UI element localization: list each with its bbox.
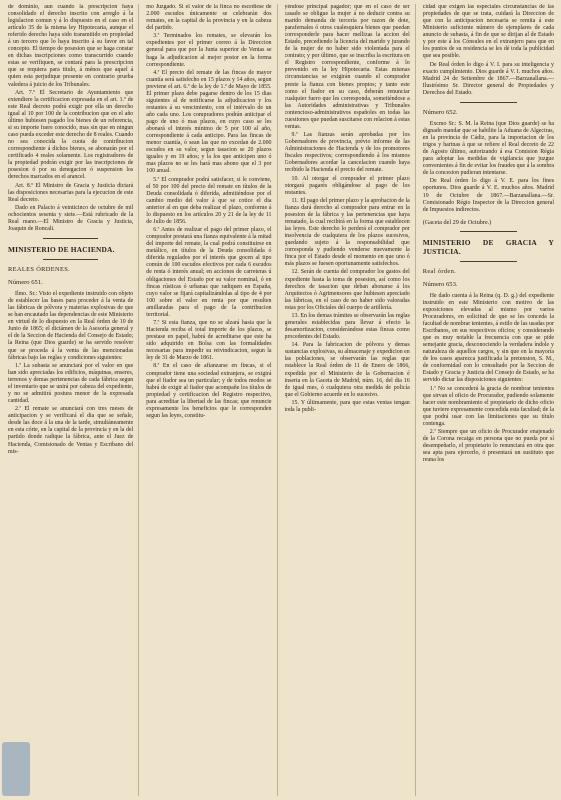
paragraph: Art. 7.º El Secretario de Ayuntamiento que extendiere la certificacion expresada en el art. 1.º de este Real decreto podrá exigir por ella un derecho igual al 10 por 100 de la contribucion que en el año último hubiesen pagado los bienes de un referencia, si su importe fuere conocido, mas sin que en ningun caso pueda exceder este derecho de 8 reales. Cuando no sea conocida la cuota de contribucion correspondiente á dichos bienes, se abonarán por el certificado 4 reales solamente. Los registradores de la propiedad podrán exigir por las inscripciones de posesion ó por su denegacion ó suspension los derechos marcados en el arancel. bbox=[8, 89, 134, 181]
order-number: Número 653. bbox=[422, 280, 458, 288]
paragraph: 4.ª El precio del remate de las fincas de mayor cuantía será satisfecho en 15 plazos y 14 años, segun previene el art. 6.º de la ley de 1.º de Mayo de 1855. El primer plazo debe pagarse dentro de los 15 dias siguientes al de notificarse la adjudicacion y los restantes á su vencimiento, con el intérvalo de un año cada uno. Los compradores podrán anticipar el pago de uno ó mas plazos, en cuyo caso se les abonará el interés mínimo de 5 por 100 al año, correspondiente á cada anticipo. Para las fincas de menor cuantía, ó sean las que no excedan de 2.000 escudos en su valor, segun tasacion se 20 plazos iguales y en 19 años; y la los que anticipen uno ó mas plazos no se les hará mas abono que el 3 por 100 anual. bbox=[146, 69, 272, 175]
divider-rule bbox=[460, 102, 518, 103]
divider-rule bbox=[460, 261, 518, 262]
paragraph: 8.ª En el caso de afianzarse en fincas, si el comprador tiene una sociedad extranjera, se exigirá que el fiador sea un particular; y de todos modos se habrá de exigir al fiador que acompañe los títulos de propiedad y certificacion del Registro respectivo, para acreditar la libertad de las fincas; que renuncie expresamente los beneficios que le corresponden segun las leyes, constitu- bbox=[146, 363, 272, 419]
paragraph: Art. 8.º El Ministro de Gracia y Justicia dictará las disposiciones necesarias para la ejecucion de este Real decreto. bbox=[8, 182, 134, 203]
paragraph: 1.ª La subasta se anunciará por el valor en que han sido apreciadas los edificios, máquinas, enseres, terrenos y demas pertenencias de cada fábrica segun el inventario que se unirá por cabeza del expediente, y no se admitirá postura menor de la expresada cantidad. bbox=[8, 362, 134, 405]
paragraph: 14. Para la fabricacion de pólvora y demas sustancias explosivas, su almacenaje y expedicion en las poblaciones, se observarán las reglas que establece la Real órden de 11 de Enero de 1866, expedida por el Ministerio de la Gobernacion é inserta en la Gaceta de Madrid, núm. 16, del dia 16 de igual mes, ó cualquiera otra medida de policía que el Gobierno acuerde en lo sucesivo. bbox=[284, 342, 410, 398]
paragraph: 3.ª Terminados los remates, se elevarán los expedientes por el primer correo á la Direccion general para que por la Junta superior de Ventas se haga la adjudicacion al mejor postor en la forma correspondiente. bbox=[146, 33, 272, 68]
order-number: Número 651. bbox=[8, 279, 43, 287]
paragraph: He dado cuenta á la Reina (q. D. g.) del expediente instruido en este Ministerio con motivo de las exposiciones elevadas al mismo por varios Procuradores, en solicitud de que se les conceda la facultad de nombrar tenientes, á estilo de las usadas por Escribanos, en sus respectivos oficios; y considerando que es muy notable la frecuencia con que se pide semejante gracia, desconociendo la verdadera índole y naturaleza de aquellos cargos, y sin que en la mayoría de los casos aparezca justificada la pretension, S. M., de conformidad con lo consultado por la Seccion de Estado y Gracia y Justicia del Consejo de Estado, se ha servido dictar las disposiciones siguientes: bbox=[422, 292, 554, 384]
paragraph: De Real órden lo digo á V. I. para su inteligencia y exacto cumplimiento. Dios guarde á V. I. muchos años. Madrid 24 de Setiembre de 1867.—Barzanallana.—Ilustrísimo Sr. Director general de Propiedades y Derechos del Estado. bbox=[422, 61, 554, 96]
divider-rule bbox=[43, 259, 98, 260]
section-heading: REALES ÓRDENES. bbox=[8, 266, 71, 274]
order-number: Número 652. bbox=[422, 108, 458, 116]
column-3 bbox=[285, 4, 416, 796]
paragraph: 1.ª No se concederá la gracia de nombrar tenientes que sirvan el oficio de Procurador, pudiendo solamente hacer este nombramiento el propietario de dicho oficio que tuviere expresamente concedida esta facultad; de la que podrá usar con las limitaciones que su título contenga. bbox=[422, 385, 554, 427]
column-2 bbox=[146, 4, 277, 796]
section-heading: Real órden. bbox=[422, 267, 457, 275]
paragraph: 5.ª El comprador podrá satisfacer, si le conviene, el 50 por 100 del precio del remate en títulos de la Deuda consolidada ó diferida, admitiéndose por el cambio medio del valor á que se cotice el dia anterior al en que deba realizar el plazo, conforme á lo dispuesto en los artículos 20 y 21 de la ley de 11 de Julio de 1856. bbox=[146, 176, 272, 225]
divider-rule bbox=[460, 231, 518, 232]
column-4 bbox=[423, 4, 554, 796]
paragraph: cidad que exigen las especiales circunstancias de las propiedades de que se trata, cuidará la Direccion de que con la anticipacion necesaria se remita á este Ministerio suficiente número de ejemplares de cada anuncio de subasta, á fin de que se dirijan al de Estado y por este á los Cónsules en el extranjero para que en los puntos de su residencia se les dé toda la publicidad que sea posible. bbox=[422, 4, 554, 60]
column-1 bbox=[8, 4, 139, 796]
ministry-heading: MINISTERIO DE HACIENDA. bbox=[8, 245, 115, 255]
paragraph: 15. Y últimamente, para que estas ventas tengan toda la publi- bbox=[284, 399, 410, 413]
paragraph: 12. Serán de cuenta del comprador los gastos del expediente hasta la toma de posesion, así como los derechos de tasacion que deban abonarse á los Arquitectos ó Agrimensores que hubiesen apreciado las fábricas, en el caso de no haber sido valoradas estas por los Oficiales del cuerpo de artillería. bbox=[284, 269, 410, 311]
paragraph: mo Juzgado. Si el valor de la finca no escediese de 2.000 escudos únicamente se celebrarán dos remates, en la capital de la provincia y en la cabeza del partido. bbox=[146, 4, 272, 32]
divider-rule bbox=[43, 238, 98, 239]
paragraph: 2.ª El remate se anunciará con tres meses de anticipacion y se verificará el dia que se señale, desde las doce á la una de la tarde, simultáneamente en esta córte, en la capital de la provincia y en la del partido donde radique la fábrica, ante el Juez de Hacienda, Comisionado de Ventas y Escribano del mis- bbox=[8, 406, 134, 455]
ink-stamp-mark bbox=[2, 742, 30, 796]
paragraph: 11. El pago del primer plazo y la aprobacion de la fianza dará derecho al comprador para entrar en la posesion de la fábrica y las pertenencias que haya rematado, la cual recibirá en la forma que establecen las leyes. Este derecho lo perderá el comprador por insolvencia de cualquiera de los plazos sucesivos, quedando sujeto á la responsabilidad que corresponda y pudiendo venderse nuevamente la finca por el Estado desde el momento en que uno ó más plazos se fuesen oportunamente satisfechos. bbox=[284, 197, 410, 268]
paragraph: 13. En los demas trámites se observarán las reglas generales establecidas para llevar á efecto la desamortizacion, considerándose estas fincas como procedentes del Estado. bbox=[284, 312, 410, 341]
paragraph: 10. Al otorgar el comprador el primer plazo otorgará pagarés obligándose al pago de los restantes. bbox=[284, 175, 410, 196]
paragraph: Excmo Sr.: S. M. la Reina (que Dios guarde) se ha dignado mandar que se habilite la Aduana de Algeciras, en la provincia de Cádiz, para la importacion de los trigos y harinas á que se refiere el Real decreto de 22 de Agosto último, autorizando á esa Comision Régia para adoptar las medidas de vigilancia que juzgue convenientes á fin de evitar los fraudes que á la sombra de la concesion pudieran intentarse. bbox=[422, 120, 554, 177]
paragraph: 2.ª Siempre que un oficio de Procurador enajenado de la Corona recaiga en persona que no pueda por sí desempeñarlo, el propietario lo renunciará en otra que sea apta para ejercerlo, ó presentará un sustituto que reuna los bbox=[422, 429, 554, 464]
paragraph: 7.ª Si esta fianza, que no se alzará hasta que la Hacienda reciba el total importe de los plazos, se prestase en papel, habrá de acreditarse que este ha sido adquirido en Bolsa con las formalidades necesarias para impedir su reivindicacion, segun la ley de 31 de Marzo de 1861. bbox=[146, 320, 272, 362]
paragraph: 9.ª Las fianzas serán aprobadas por los Gobernadores de provincia, prévio informe de las Administraciones de Hacienda y de los promotores fiscales respectivos; correspondiendo á los mismos Gobernadores acordar la cancelacion cuando haya recibido la Hacienda el precio del remate. bbox=[284, 132, 410, 174]
paragraph: Ilmo. Sr.: Visto el expediente instruido con objeto de establecer las bases para proceder á la venta de las fábricas de pólvora y materias explosivas de que se han encautado las dependencias de este Ministerio en virtud de lo dispuesto en la Real órden de 10 de Junio de 1865; el dictámen de la Asesoría general y el de la Seccion de Hacienda del Consejo de Estado; la Reina (que Dios guarde) se ha servido resolver que se proceda á la venta de las mencionadas fábricas bajo las reglas y condiciones siguientes: bbox=[8, 291, 134, 361]
ministry-heading: MINISTERIO DE GRACIA Y JUSTICIA. bbox=[422, 237, 554, 256]
paragraph: de dominio, aun cuando la prescripcion haya consolidado el derecho inscrito con arreglo á la legislacion comun y á lo dispuesto en el caso en el artículo 35 de la misma ley Hipotecaria, aunque el referido derecho haya sido transmitido en propiedad á un tercero que lo haya inscrito á su favor en tal concepto. El tiempo de posesion que se haga constar en dichas inscripciones como transcurrido cuando estas se verifiquen, se contará para la prescripcion que se requiera para titulo, á ménos que aquel á quien esta perjudique presente en contrario prueba valedera á juicio de los Tribunales. bbox=[8, 4, 134, 88]
paragraph: 6.ª Antes de realizar el pago del primer plazo, el comprador prestará una fianza equivalente á la mitad del importe del remate, la cual podrá constituirse en metálico, en títulos de la Deuda consolidada ó diferida regulados por el interés que gocen al tipo común de 100 escudos efectivos por cada 6 escudos de renta ó interés anual; en acciones de carreteras ú obligaciones del Estado por su valor nominal, ó en fincas rústicas ó urbanas que radiquen en España, cuyo valor se fijará capitalizándolas al tipo de 4 por 100 sobre el valor en renta por que resulten amillaradas para el pago de la contribucion territorial. bbox=[146, 227, 272, 318]
paragraph: Dado en Palacio á veinticinco de octubre de mil ochocientos sesenta y siete.—Está rubricado de la Real mano.—El Ministro de Gracia y Justicia, Joaquin de Roncali. bbox=[8, 204, 134, 233]
gazette-date: (Gaceta del 29 de Octubre.) bbox=[422, 218, 492, 226]
paragraph: De Real órden lo digo á V. E. para los fines oportunos. Dios guarde á V. E. muchos años. Madrid 19 de Octubre de 1867.—Barzanallana.—Sr. Comisionado Régio Inspector de la Direccion general de Impuestos indirectos. bbox=[422, 178, 554, 213]
paragraph: yéndose principal pagador; que en el caso de ser casado se obligue la mujer á no deducir contra su marido demanda de tercería por razon de dote, parafernales ó otros cualesquiera bienes que puedan corresponderle para hacer mellizas la accion del Estado, precediendo la licencia del marido y jurando de la mujer de no haber sido violentada para el contrato; y por último, que se inscriba la escritura en el Registro correspondiente, conforme á lo prevenido en la ley Hipotecaria. Estas mismas circunstancias se exigirán cuando el comprador preste la fianza con bienes propios; y tanto este como el fiador en su caso, deberán renunciar cualquier fuero que les corresponda, sometiéndose a las Autoridades administrativas y Tribunales contencioso-administrativos españoles en todas las cuestiones que puedan suscitarse con relacion á estas ventas. bbox=[284, 4, 410, 130]
